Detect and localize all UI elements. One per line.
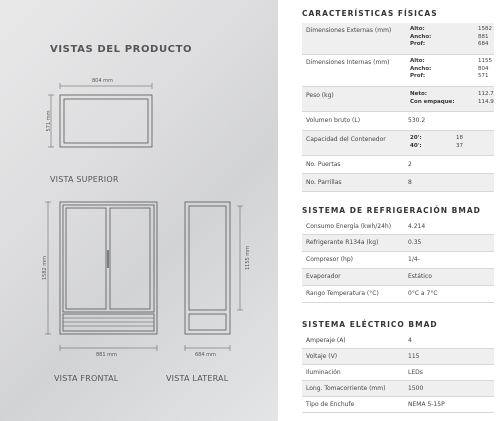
side-view-label: VISTA LATERAL xyxy=(166,374,229,383)
section-electric-title: SISTEMA ELÉCTRICO BMAD xyxy=(302,320,438,329)
section-physical-title: CARACTERÍSTICAS FÍSICAS xyxy=(302,9,438,18)
spec-row: No. Parrillas 8 xyxy=(302,174,494,192)
spec-row: Iluminación LEDs xyxy=(302,365,494,381)
spec-row: Capacidad del Contenedor 20': 40': 18 37 xyxy=(302,131,494,156)
front-view-drawing xyxy=(45,202,157,351)
top-view-label: VISTA SUPERIOR xyxy=(50,175,119,184)
front-width-dim: 881 mm xyxy=(96,352,117,358)
top-view-drawing xyxy=(48,83,152,147)
spec-row: Refrigerante R134a (kg) 0.35 xyxy=(302,235,494,252)
section-refrigeration-title: SISTEMA DE REFRIGERACIÓN BMAD xyxy=(302,206,481,215)
views-title: VISTAS DEL PRODUCTO xyxy=(50,44,193,55)
spec-row: Dimensiones Externas (mm) Alto: Ancho: Prof: 1582 881 684 xyxy=(302,23,494,55)
spec-row: Rango Temperatura (°C) 0°C a 7°C xyxy=(302,286,494,303)
spec-row: Consumo Energía (kwh/24h) 4.214 xyxy=(302,220,494,235)
spec-row: No. Puertas 2 xyxy=(302,156,494,174)
spec-row: Voltaje (V) 115 xyxy=(302,349,494,365)
spec-row: Amperaje (A) 4 xyxy=(302,334,494,349)
spec-row: Long. Tomacorriente (mm) 1500 xyxy=(302,381,494,397)
spec-row: Peso (kg) Neto: Con empaque: 112.7 114.9 xyxy=(302,87,494,112)
spec-row: Compresor (hp) 1/4- xyxy=(302,252,494,269)
specs-panel xyxy=(278,0,500,421)
spec-row: Evaporador Estático xyxy=(302,269,494,286)
side-height-dim: 1155 mm xyxy=(245,245,251,271)
spec-row: Dimensiones Internas (mm) Alto: Ancho: Prof: 1155 804 571 xyxy=(302,55,494,87)
front-view-label: VISTA FRONTAL xyxy=(54,374,119,383)
side-view-drawing xyxy=(185,202,243,351)
spec-row: Volumen bruto (L) 530.2 xyxy=(302,112,494,131)
top-depth-dim: 571 mm xyxy=(46,110,52,132)
side-depth-dim: 684 mm xyxy=(195,352,216,358)
top-width-dim: 804 mm xyxy=(92,78,113,84)
spec-row: Tipo de Enchufe NEMA 5-15P xyxy=(302,397,494,413)
front-height-dim: 1582 mm xyxy=(42,255,48,281)
